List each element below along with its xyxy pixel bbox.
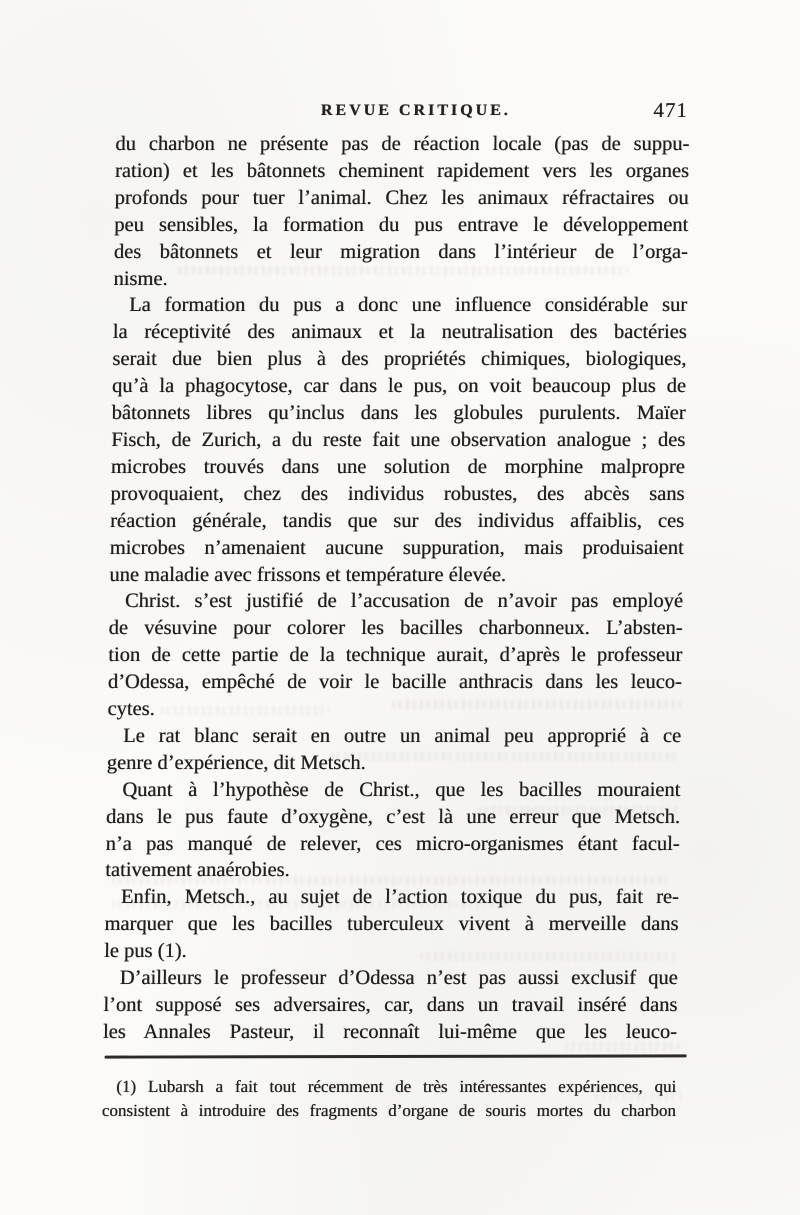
show-through-smudge — [178, 266, 628, 275]
text-line: Fisch, de Zurich, a du reste fait une observation analogue ; des — [111, 428, 686, 451]
text-line: D’ailleurs le professeur d’Odessa n’est pas aussi exclusif que — [119, 967, 678, 990]
text-line: cytes. — [107, 698, 155, 721]
footnote-line: consistent à introduire des fragments d’organe de souris mortes du charbon — [101, 1100, 676, 1120]
text-line: réaction générale, tandis que sur des individus affaiblis, ces — [109, 509, 685, 532]
text-line: l’ont supposé ses adversaires, car, dans un travail inséré dans — [103, 994, 678, 1016]
text-line: le pus (1). — [103, 940, 187, 963]
show-through-smudge — [595, 1092, 685, 1101]
footnote-separator — [105, 1054, 687, 1058]
show-through-smudge — [112, 876, 668, 885]
text-line: n’a pas manqué de relever, ces micro-organismes étant facul- — [105, 832, 680, 855]
page-header — [116, 96, 690, 120]
text-line: nisme. — [113, 267, 168, 290]
text-line: de vésuvine pour colorer les bacilles charbonneux. L’absten- — [108, 617, 683, 640]
show-through-smudge — [330, 752, 680, 761]
text-line: la réceptivité des animaux et la neutralisation des bactéries — [112, 321, 687, 344]
text-line: La formation du pus a donc une influence considérable sur — [128, 294, 688, 317]
text-line: les Annales Pasteur, il reconnaît lui-même que les leuco- — [102, 1020, 678, 1043]
text-line: ration) et les bâtonnets cheminent rapidement vers les organes — [114, 159, 690, 182]
text-line: Le rat blanc serait en outre un animal peu approprié à ce — [122, 724, 682, 747]
text-line: serait due bien plus à des propriétés chimiques, biologiques, — [112, 348, 687, 371]
show-through-smudge — [420, 952, 678, 961]
show-through-smudge — [565, 1042, 680, 1051]
text-line: du charbon ne présente pas de réaction locale (pas de suppu- — [115, 133, 690, 155]
text-line: des bâtonnets et leur migration dans l’intérieur de l’orga- — [113, 240, 688, 263]
text-block — [102, 96, 690, 1123]
footnote — [102, 1075, 677, 1123]
show-through-smudge — [478, 806, 678, 815]
text-line: d’Odessa, empêché de voir le bacille anthracis dans les leuco- — [107, 671, 682, 694]
text-line: bâtonnets libres qu’inclus dans les globules purulents. Maïer — [111, 402, 686, 425]
running-title: REVUE CRITIQUE. — [320, 102, 511, 119]
text-line: microbes n’amenaient aucune suppuration, mais produisaient — [109, 536, 684, 559]
text-line: provoquaient, chez des individus robustes, des abcès sans — [110, 482, 685, 505]
text-line: une maladie avec frissons et température élevée. — [109, 563, 507, 586]
text-line: qu’à la phagocytose, car dans le pus, on voit beaucoup plus de — [111, 375, 687, 398]
page-number: 471 — [653, 98, 688, 122]
text-line: profonds pour tuer l’animal. Chez les animaux réfractaires ou — [114, 186, 689, 209]
text-line: genre d’expérience, dit Metsch. — [106, 751, 366, 774]
show-through-smudge — [392, 700, 682, 709]
text-line: peu sensibles, la formation du pus entrave le développement — [114, 213, 689, 236]
text-line: tativement anaérobies. — [105, 859, 290, 882]
footnote-line: (1) Lubarsh a fait tout récemment de très intéressantes expériences, qui — [116, 1076, 677, 1096]
text-line: Enfin, Metsch., au sujet de l’action toxique du pus, fait re- — [120, 886, 679, 909]
text-line: microbes trouvés dans une solution de morphine malpropre — [110, 455, 685, 478]
text-line: marquer que les bacilles tuberculeux vivent à merveille dans — [104, 913, 679, 936]
text-line: dans le pus faute d’oxygène, c’est là une erreur que Metsch. — [105, 805, 681, 828]
text-line: Christ. s’est justifié de l’accusation de n’avoir pas employé — [124, 590, 684, 613]
show-through-smudge — [112, 900, 512, 909]
show-through-smudge — [160, 706, 330, 715]
text-line: Quant à l’hypothèse de Christ., que les bacilles mouraient — [122, 778, 681, 801]
text-line: tion de cette partie de la technique aurait, d’après le professeur — [108, 644, 683, 667]
